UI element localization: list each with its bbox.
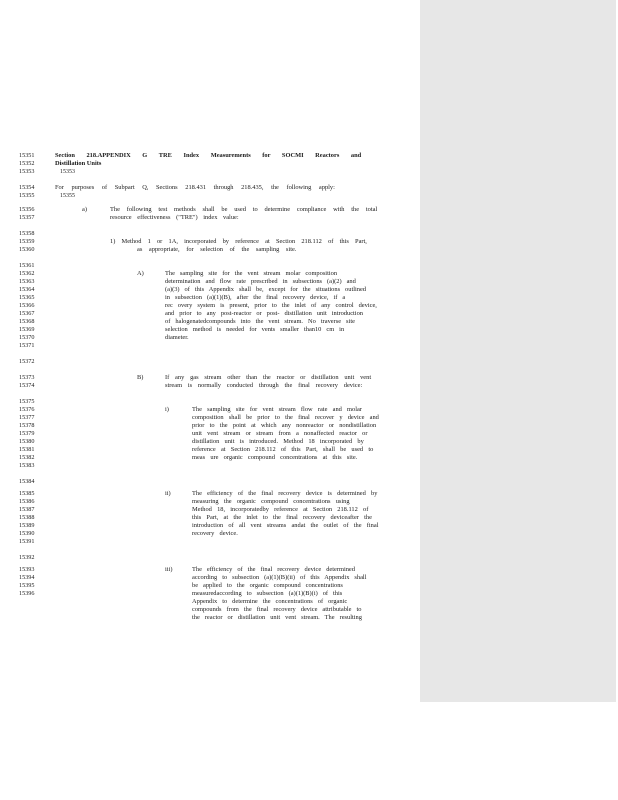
para-A-line: determination and flow rate prescribed in subsections (a)(2) and bbox=[165, 278, 356, 285]
line-number: 15388 bbox=[19, 514, 35, 521]
para-i-line: distillation unit is introduced. Method 18 incorporated by bbox=[192, 438, 364, 445]
para-A-line: in subsection (a)(1)(B), after the final recovery device, if a bbox=[165, 294, 346, 301]
line-number: 15395 bbox=[19, 582, 35, 589]
para-B-line: If any gas stream other than the reactor or distillation unit vent bbox=[165, 374, 372, 381]
para-iii-line: the reactor or distillation unit vent stream. The resulting bbox=[192, 614, 362, 621]
line-number: 15352 bbox=[19, 160, 35, 167]
para-i-line: prior to the point at which any nonreactor or nondistillation bbox=[192, 422, 377, 429]
intro-line: For purposes of Subpart Q, Sections 218.431 through 218.435, the following apply: bbox=[55, 184, 335, 191]
line-number: 15364 bbox=[19, 286, 35, 293]
para-iii-line: compounds from the final recovery device attributable to bbox=[192, 606, 362, 613]
line-number: 15383 bbox=[19, 462, 35, 469]
para-iii-line: according to subsection (a)(1)(B)(ii) of this Appendix shall bbox=[192, 574, 367, 581]
para-A-line: rec overy system is present, prior to the inlet of any control device, bbox=[165, 302, 377, 309]
para-A-line: diameter. bbox=[165, 334, 189, 341]
line-number: 15371 bbox=[19, 342, 35, 349]
line-number: 15357 bbox=[19, 214, 35, 221]
line-number: 15381 bbox=[19, 446, 35, 453]
para-ii-line: this Part, at the inlet to the final recovery deviceafter the bbox=[192, 514, 372, 521]
line-number: 15362 bbox=[19, 270, 35, 277]
line-number: 15380 bbox=[19, 438, 35, 445]
line-number: 15394 bbox=[19, 574, 35, 581]
para-ii-line: Method 18, incorporatedby reference at Section 218.112 of bbox=[192, 506, 369, 513]
line-number: 15370 bbox=[19, 334, 35, 341]
para-iii-line: The efficiency of the final recovery device determined bbox=[192, 566, 355, 573]
section-heading-line1 bbox=[55, 152, 367, 160]
heading-text: Section 218.APPENDIX G TRE Index Measurements for SOCMI Reactors and bbox=[55, 152, 362, 159]
para-A-line: and prior to any post-reactor or post- distillation unit introduction bbox=[165, 310, 363, 317]
line-number: 15369 bbox=[19, 326, 35, 333]
line-number: 15351 bbox=[19, 152, 35, 159]
para-iii-line: be applied to the organic compound concentrations bbox=[192, 582, 343, 589]
para-a-line1: The following test methods shall be used to determine compliance with the total bbox=[110, 206, 378, 213]
line-number: 15363 bbox=[19, 278, 35, 285]
para-A-line: of halogenatedcompounds into the vent stream. No traverse site bbox=[165, 318, 355, 325]
line-number: 15376 bbox=[19, 406, 35, 413]
line-number: 15368 bbox=[19, 318, 35, 325]
comment-pane bbox=[420, 0, 616, 702]
para-1-line2: as appropriate, for selection of the sampling site. bbox=[137, 246, 297, 253]
para-iii-line: measuredaccording to subsection (a)(1)(B)(i) of this bbox=[192, 590, 343, 597]
para-i-line: The sampling site for vent stream flow rate and molar bbox=[192, 406, 362, 413]
line-number: 15360 bbox=[19, 246, 35, 253]
para-1-line1: 1) Method 1 or 1A, incorporated by reference at Section 218.112 of this Part, bbox=[110, 238, 367, 245]
line-number: 15354 bbox=[19, 184, 35, 191]
line-number: 15374 bbox=[19, 382, 35, 389]
para-A-line: selection method is needed for vents smaller than10 cm in bbox=[165, 326, 345, 333]
para-B-label: B) bbox=[137, 374, 144, 381]
inline-line-number: 15355 bbox=[60, 193, 75, 199]
line-number: 15375 bbox=[19, 398, 35, 405]
para-ii-line: measuring the organic compound concentrations using bbox=[192, 498, 350, 505]
para-i-label: i) bbox=[165, 406, 169, 413]
para-a-label: a) bbox=[82, 206, 87, 213]
line-number: 15373 bbox=[19, 374, 35, 381]
line-number: 15356 bbox=[19, 206, 35, 213]
para-ii-label: ii) bbox=[165, 490, 171, 497]
line-number: 15391 bbox=[19, 538, 35, 545]
para-iii-line: Appendix to determine the concentrations of organic bbox=[192, 598, 348, 605]
para-a-line2: resource effectiveness ("TRE") index value: bbox=[110, 214, 239, 221]
line-number: 15361 bbox=[19, 262, 35, 269]
para-ii-line: recovery device. bbox=[192, 530, 238, 537]
para-A-line: (a)(3) of this Appendix shall be, except for the situations outlined bbox=[165, 286, 367, 293]
line-number: 15377 bbox=[19, 414, 35, 421]
line-number: 15392 bbox=[19, 554, 35, 561]
line-number: 15353 bbox=[19, 168, 35, 175]
line-number: 15372 bbox=[19, 358, 35, 365]
para-ii-line: introduction of all vent streams andat the outlet of the final bbox=[192, 522, 379, 529]
line-number: 15389 bbox=[19, 522, 35, 529]
line-number: 15396 bbox=[19, 590, 35, 597]
para-A-label: A) bbox=[137, 270, 144, 277]
line-number: 15359 bbox=[19, 238, 35, 245]
line-number: 15384 bbox=[19, 478, 35, 485]
para-i-line: reference at Section 218.112 of this Part, shall be used to bbox=[192, 446, 374, 453]
comment-margin bbox=[420, 0, 618, 800]
para-i-line: unit vent stream or stream from a nonaffected reactor or bbox=[192, 430, 368, 437]
para-B-line: stream is normally conducted through the final recovery device: bbox=[165, 382, 363, 389]
para-A-line: The sampling site for the vent stream molar composition bbox=[165, 270, 338, 277]
line-number: 15387 bbox=[19, 506, 35, 513]
section-heading-line2: Distillation Units bbox=[55, 160, 102, 167]
line-number: 15385 bbox=[19, 490, 35, 497]
line-number: 15393 bbox=[19, 566, 35, 573]
para-i-line: meas ure organic compound concentrations at this site. bbox=[192, 454, 358, 461]
line-number: 15365 bbox=[19, 294, 35, 301]
line-number: 15355 bbox=[19, 192, 35, 199]
line-number: 15367 bbox=[19, 310, 35, 317]
line-number: 15378 bbox=[19, 422, 35, 429]
line-number: 15386 bbox=[19, 498, 35, 505]
para-ii-line: The efficiency of the final recovery device is determined by bbox=[192, 490, 378, 497]
line-number: 15366 bbox=[19, 302, 35, 309]
line-number: 15358 bbox=[19, 230, 35, 237]
inline-line-number: 15353 bbox=[60, 169, 75, 175]
line-number: 15379 bbox=[19, 430, 35, 437]
para-i-line: composition shall be prior to the final recover y device and bbox=[192, 414, 379, 421]
para-iii-label: iii) bbox=[165, 566, 173, 573]
line-number: 15382 bbox=[19, 454, 35, 461]
line-number: 15390 bbox=[19, 530, 35, 537]
